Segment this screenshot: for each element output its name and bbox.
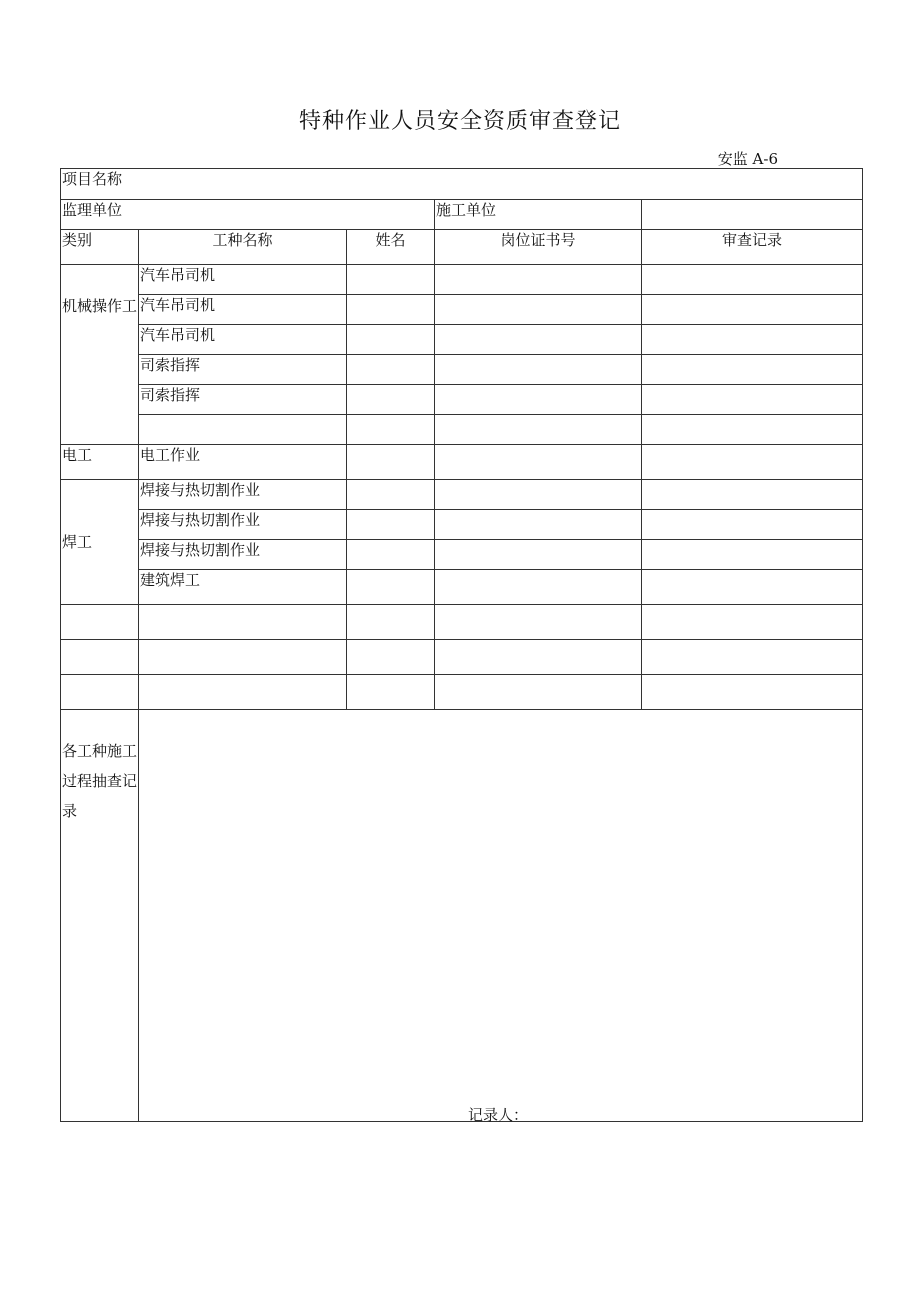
header-review: 审查记录 (642, 230, 863, 265)
certificate-cell[interactable] (435, 265, 642, 295)
certificate-cell[interactable] (435, 510, 642, 540)
empty-cell[interactable] (642, 640, 863, 675)
review-cell[interactable] (642, 540, 863, 570)
review-cell[interactable] (642, 355, 863, 385)
empty-cell[interactable] (347, 605, 435, 640)
inspection-label: 各工种施工过程抽查记录 (61, 710, 139, 1122)
work-type-cell: 焊接与热切割作业 (139, 480, 347, 510)
work-type-cell: 焊接与热切割作业 (139, 510, 347, 540)
construction-unit-label: 施工单位 (435, 200, 642, 230)
header-name: 姓名 (347, 230, 435, 265)
empty-cell[interactable] (347, 675, 435, 710)
empty-cell[interactable] (139, 605, 347, 640)
empty-cell[interactable] (435, 640, 642, 675)
recorder-label: 记录人： (468, 1106, 529, 1124)
certificate-cell[interactable] (435, 415, 642, 445)
name-cell[interactable] (347, 265, 435, 295)
registration-table (60, 168, 863, 1122)
certificate-cell[interactable] (435, 445, 642, 480)
empty-cell[interactable] (642, 675, 863, 710)
review-cell[interactable] (642, 480, 863, 510)
review-cell[interactable] (642, 265, 863, 295)
review-cell[interactable] (642, 445, 863, 480)
certificate-cell[interactable] (435, 570, 642, 605)
certificate-cell[interactable] (435, 540, 642, 570)
header-certificate: 岗位证书号 (435, 230, 642, 265)
name-cell[interactable] (347, 510, 435, 540)
inspection-record-area[interactable] (139, 710, 863, 1122)
empty-cell[interactable] (139, 675, 347, 710)
name-cell[interactable] (347, 480, 435, 510)
work-type-cell: 建筑焊工 (139, 570, 347, 605)
construction-unit-value[interactable] (642, 200, 863, 230)
empty-cell[interactable] (139, 640, 347, 675)
work-type-cell: 焊接与热切割作业 (139, 540, 347, 570)
empty-cell[interactable] (642, 605, 863, 640)
certificate-cell[interactable] (435, 295, 642, 325)
name-cell[interactable] (347, 295, 435, 325)
review-cell[interactable] (642, 415, 863, 445)
work-type-cell: 电工作业 (139, 445, 347, 480)
header-category: 类别 (61, 230, 139, 265)
project-name-label: 项目名称 (61, 169, 863, 200)
certificate-cell[interactable] (435, 325, 642, 355)
name-cell[interactable] (347, 445, 435, 480)
review-cell[interactable] (642, 325, 863, 355)
review-cell[interactable] (642, 570, 863, 605)
name-cell[interactable] (347, 415, 435, 445)
header-work-type: 工种名称 (139, 230, 347, 265)
empty-cell[interactable] (435, 675, 642, 710)
empty-cell[interactable] (347, 640, 435, 675)
certificate-cell[interactable] (435, 355, 642, 385)
work-type-cell[interactable] (139, 415, 347, 445)
name-cell[interactable] (347, 570, 435, 605)
certificate-cell[interactable] (435, 385, 642, 415)
work-type-cell: 汽车吊司机 (139, 295, 347, 325)
work-type-cell: 汽车吊司机 (139, 325, 347, 355)
category-electrician: 电工 (61, 445, 139, 480)
form-code: 安监 A-6 (717, 150, 778, 168)
name-cell[interactable] (347, 385, 435, 415)
category-welder: 焊工 (61, 480, 139, 605)
work-type-cell: 司索指挥 (139, 385, 347, 415)
empty-cell[interactable] (61, 605, 139, 640)
empty-cell[interactable] (61, 675, 139, 710)
name-cell[interactable] (347, 355, 435, 385)
empty-cell[interactable] (435, 605, 642, 640)
work-type-cell: 司索指挥 (139, 355, 347, 385)
review-cell[interactable] (642, 385, 863, 415)
empty-cell[interactable] (61, 640, 139, 675)
name-cell[interactable] (347, 325, 435, 355)
certificate-cell[interactable] (435, 480, 642, 510)
review-cell[interactable] (642, 295, 863, 325)
supervision-unit-label: 监理单位 (61, 200, 435, 230)
review-cell[interactable] (642, 510, 863, 540)
name-cell[interactable] (347, 540, 435, 570)
page-title: 特种作业人员安全资质审查登记 (298, 109, 621, 134)
work-type-cell: 汽车吊司机 (139, 265, 347, 295)
category-machinery: 机械操作工 (61, 265, 139, 445)
